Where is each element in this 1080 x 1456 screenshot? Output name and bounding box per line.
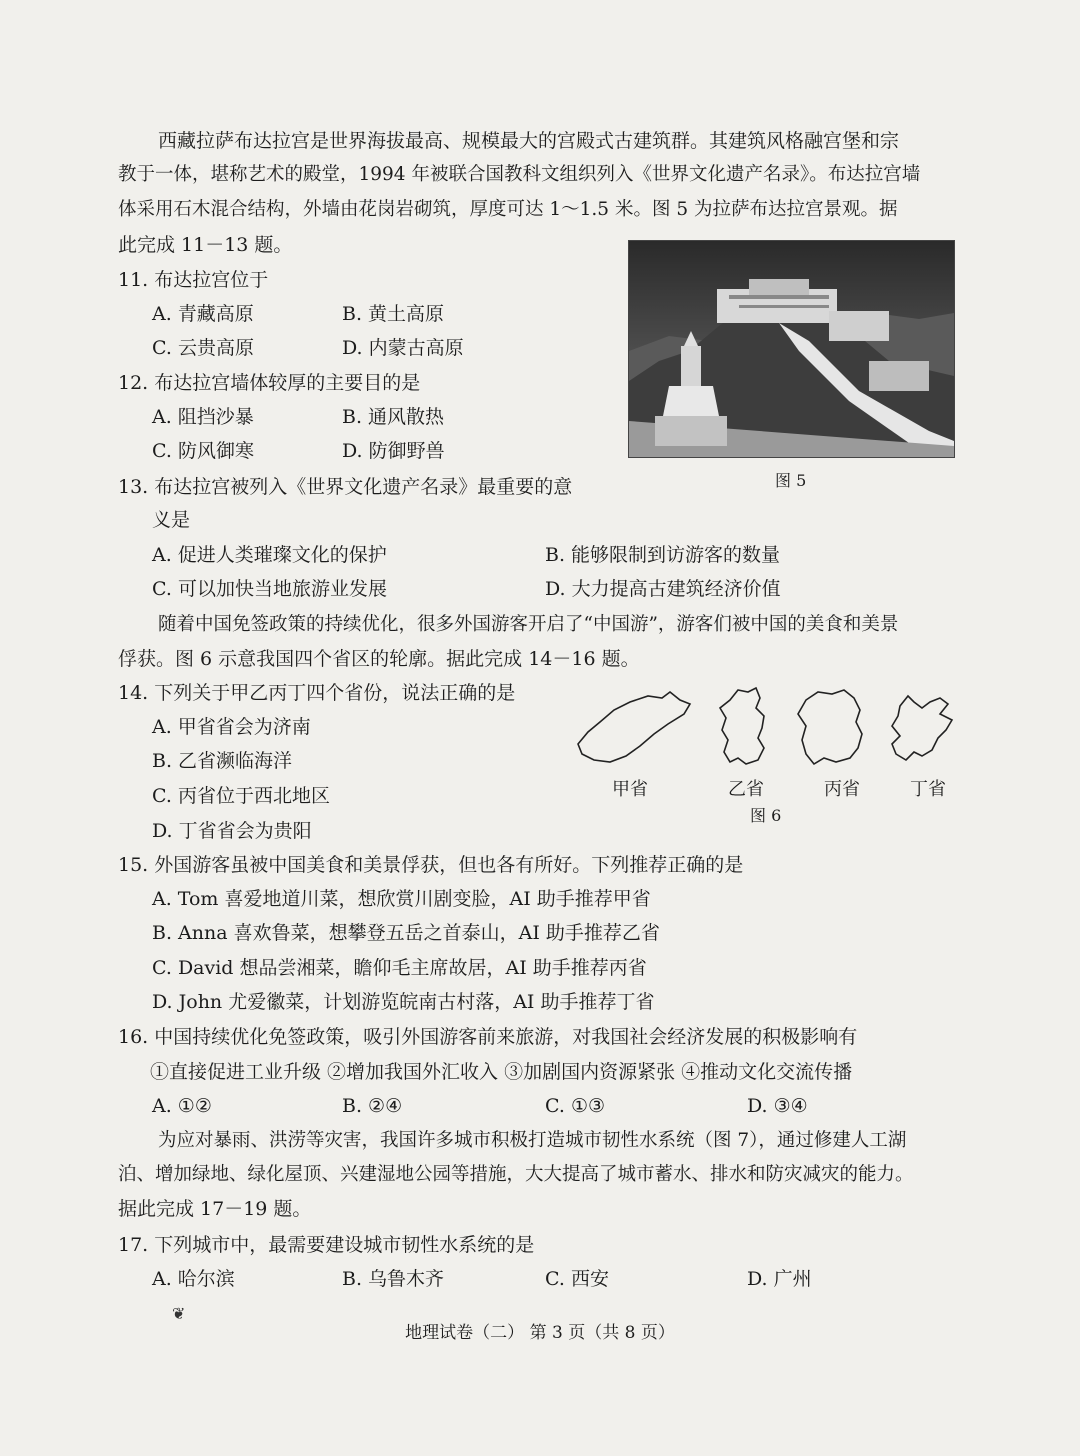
q16-option-c: C. ①③ <box>545 1095 606 1117</box>
potala-palace-photo <box>628 240 955 458</box>
q13-option-c: C. 可以加快当地旅游业发展 <box>152 578 387 600</box>
q12-option-b: B. 通风散热 <box>342 406 445 428</box>
q16-stem: 16. 中国持续优化免签政策，吸引外国游客前来旅游，对我国社会经济发展的积极影响有 <box>118 1026 858 1048</box>
q14-stem: 14. 下列关于甲乙丙丁四个省份，说法正确的是 <box>118 682 516 704</box>
figure-5-caption: 图 5 <box>775 471 807 490</box>
figure-6-province-outlines <box>570 682 970 782</box>
province-bing-outline <box>798 690 862 764</box>
q17-option-d: D. 广州 <box>747 1268 812 1290</box>
figure-6-caption: 图 6 <box>750 806 782 825</box>
scan-smudge-icon: ❦ <box>172 1304 186 1323</box>
label-province-yi: 乙省 <box>728 779 764 800</box>
q16-option-d: D. ③④ <box>747 1095 808 1117</box>
potala-palace-image <box>629 241 954 457</box>
q17-stem: 17. 下列城市中，最需要建设城市韧性水系统的是 <box>118 1234 535 1256</box>
passage3-line-3: 据此完成 17－19 题。 <box>118 1198 312 1220</box>
label-province-ding: 丁省 <box>910 779 946 800</box>
q14-option-d: D. 丁省省会为贵阳 <box>152 820 312 842</box>
q13-stem-line-2: 义是 <box>152 509 191 531</box>
q12-option-a: A. 阻挡沙暴 <box>152 406 254 428</box>
passage1-line-2: 教于一体，堪称艺术的殿堂，1994 年被联合国教科文组织列入《世界文化遗产名录》。布达拉宫墙 <box>118 164 921 185</box>
q15-stem: 15. 外国游客虽被中国美食和美景俘获，但也各有所好。下列推荐正确的是 <box>118 854 744 876</box>
q12-stem: 12. 布达拉宫墙体较厚的主要目的是 <box>118 372 421 394</box>
province-ding-outline <box>892 696 952 760</box>
passage1-line-4: 此完成 11－13 题。 <box>118 234 293 256</box>
q11-option-c: C. 云贵高原 <box>152 337 254 359</box>
q17-option-b: B. 乌鲁木齐 <box>342 1268 445 1290</box>
page-footer: 地理试卷（二） 第 3 页（共 8 页） <box>405 1323 675 1343</box>
label-province-bing: 丙省 <box>824 779 860 800</box>
q14-option-a: A. 甲省省会为济南 <box>152 716 311 738</box>
q17-option-a: A. 哈尔滨 <box>152 1268 235 1290</box>
q16-statement-items: ①直接促进工业升级 ②增加我国外汇收入 ③加剧国内资源紧张 ④推动文化交流传播 <box>150 1061 853 1083</box>
q17-option-c: C. 西安 <box>545 1268 609 1290</box>
q12-option-c: C. 防风御寒 <box>152 440 254 462</box>
q14-option-c: C. 丙省位于西北地区 <box>152 785 330 807</box>
q13-option-a: A. 促进人类璀璨文化的保护 <box>152 544 387 566</box>
q11-option-d: D. 内蒙古高原 <box>342 337 464 359</box>
q11-stem: 11. 布达拉宫位于 <box>118 269 269 291</box>
q11-option-a: A. 青藏高原 <box>152 303 254 325</box>
passage3-line-2: 泊、增加绿地、绿化屋顶、兴建湿地公园等措施，大大提高了城市蓄水、排水和防灾减灾的能力。 <box>118 1164 914 1185</box>
q12-option-d: D. 防御野兽 <box>342 440 445 462</box>
q13-option-b: B. 能够限制到访游客的数量 <box>545 544 781 566</box>
q15-option-a: A. Tom 喜爱地道川菜，想欣赏川剧变脸，AI 助手推荐甲省 <box>152 888 651 910</box>
q16-option-a: A. ①② <box>152 1095 212 1117</box>
province-yi-outline <box>720 688 764 764</box>
passage3-line-1: 为应对暴雨、洪涝等灾害，我国许多城市积极打造城市韧性水系统（图 7），通过修建人工湖 <box>158 1130 907 1151</box>
province-jia-outline <box>578 692 690 762</box>
passage2-line-2: 俘获。图 6 示意我国四个省区的轮廓。据此完成 14－16 题。 <box>118 648 640 670</box>
passage1-line-1: 西藏拉萨布达拉宫是世界海拔最高、规模最大的宫殿式古建筑群。其建筑风格融宫堡和宗 <box>158 130 900 152</box>
q14-option-b: B. 乙省濒临海洋 <box>152 750 293 772</box>
q15-option-c: C. David 想品尝湘菜，瞻仰毛主席故居，AI 助手推荐丙省 <box>152 957 647 979</box>
q15-option-b: B. Anna 喜欢鲁菜，想攀登五岳之首泰山，AI 助手推荐乙省 <box>152 922 660 944</box>
q16-option-b: B. ②④ <box>342 1095 403 1117</box>
label-province-jia: 甲省 <box>612 779 648 800</box>
q11-option-b: B. 黄土高原 <box>342 303 445 325</box>
passage2-line-1: 随着中国免签政策的持续优化，很多外国游客开启了“中国游”，游客们被中国的美食和美景 <box>158 614 899 635</box>
q13-stem-line-1: 13. 布达拉宫被列入《世界文化遗产名录》最重要的意 <box>118 476 573 498</box>
q13-option-d: D. 大力提高古建筑经济价值 <box>545 578 781 600</box>
q15-option-d: D. John 尤爱徽菜，计划游览皖南古村落，AI 助手推荐丁省 <box>152 991 655 1013</box>
passage1-line-3: 体采用石木混合结构，外墙由花岗岩砌筑，厚度可达 1～1.5 米。图 5 为拉萨布达拉宫景观。据 <box>118 199 898 220</box>
